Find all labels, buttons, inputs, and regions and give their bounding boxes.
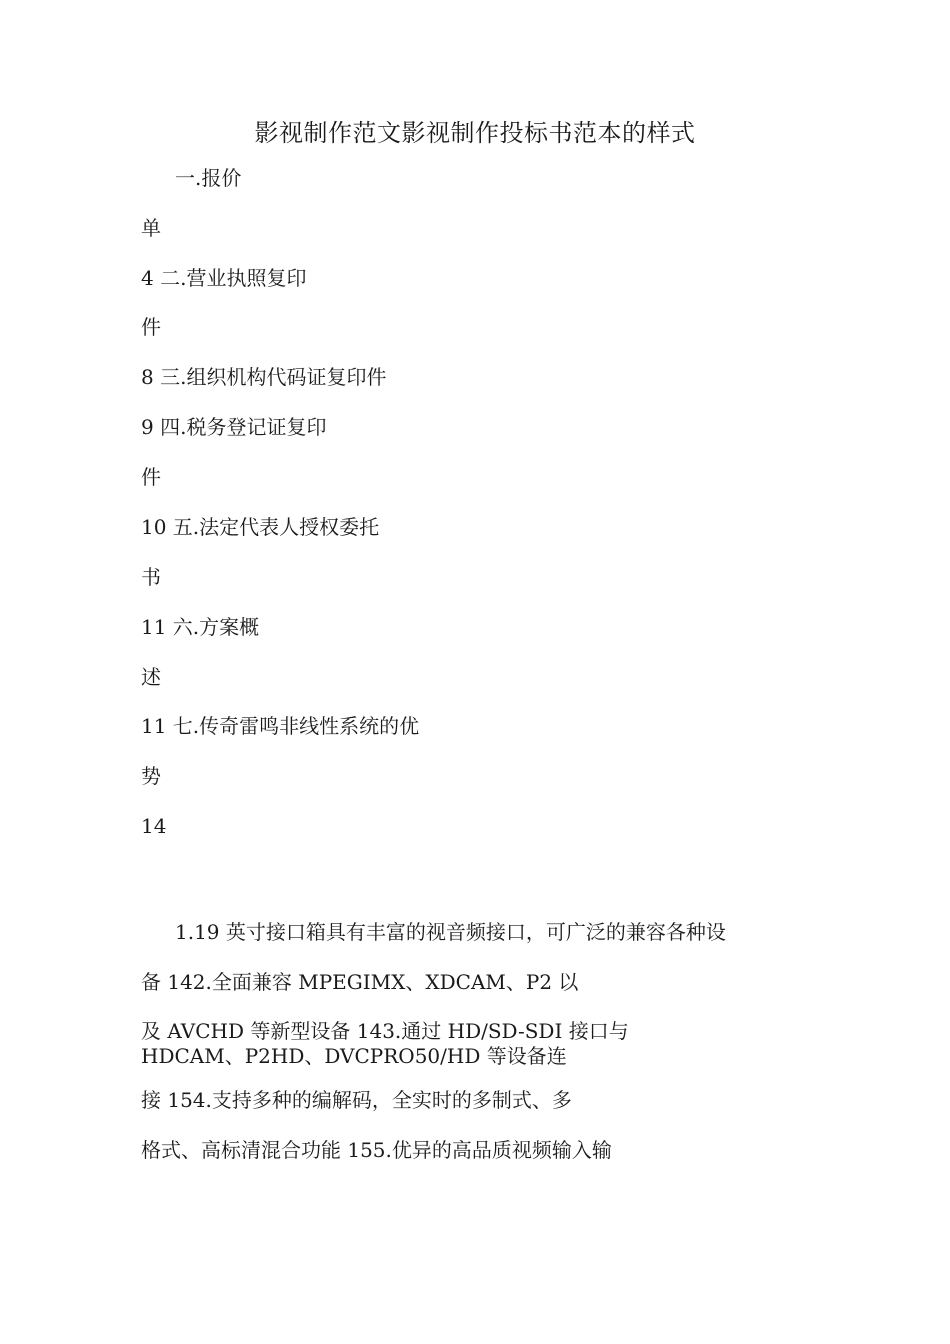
toc-line: 书 xyxy=(141,565,161,589)
feature-line: 备 142.全面兼容 MPEGIMX、XDCAM、P2 以 xyxy=(141,970,579,994)
toc-line: 单 xyxy=(141,216,161,240)
toc-line: 14 xyxy=(141,814,167,838)
toc-line: 10 五.法定代表人授权委托 xyxy=(141,515,380,539)
toc-line: 件 xyxy=(141,465,161,489)
toc-line: 8 三.组织机构代码证复印件 xyxy=(141,365,387,389)
toc-line: 9 四.税务登记证复印 xyxy=(141,415,327,439)
toc-line: 述 xyxy=(141,665,161,689)
feature-line: 格式、高标清混合功能 155.优异的高品质视频输入输 xyxy=(141,1138,612,1162)
document-title: 影视制作范文影视制作投标书范本的样式 xyxy=(254,119,696,147)
toc-line: 一.报价 xyxy=(175,166,242,190)
feature-line: 接 154.支持多种的编解码，全实时的多制式、多 xyxy=(141,1088,572,1112)
toc-line: 11 六.方案概 xyxy=(141,615,260,639)
feature-line: HDCAM、P2HD、DVCPRO50/HD 等设备连 xyxy=(141,1044,567,1068)
feature-line: 1.19 英寸接口箱具有丰富的视音频接口，可广泛的兼容各种设 xyxy=(175,920,726,944)
toc-line: 势 xyxy=(141,764,161,788)
toc-line: 4 二.营业执照复印 xyxy=(141,266,307,290)
toc-line: 件 xyxy=(141,315,161,339)
toc-line: 11 七.传奇雷鸣非线性系统的优 xyxy=(141,714,420,738)
feature-line: 及 AVCHD 等新型设备 143.通过 HD/SD-SDI 接口与 xyxy=(141,1019,629,1043)
